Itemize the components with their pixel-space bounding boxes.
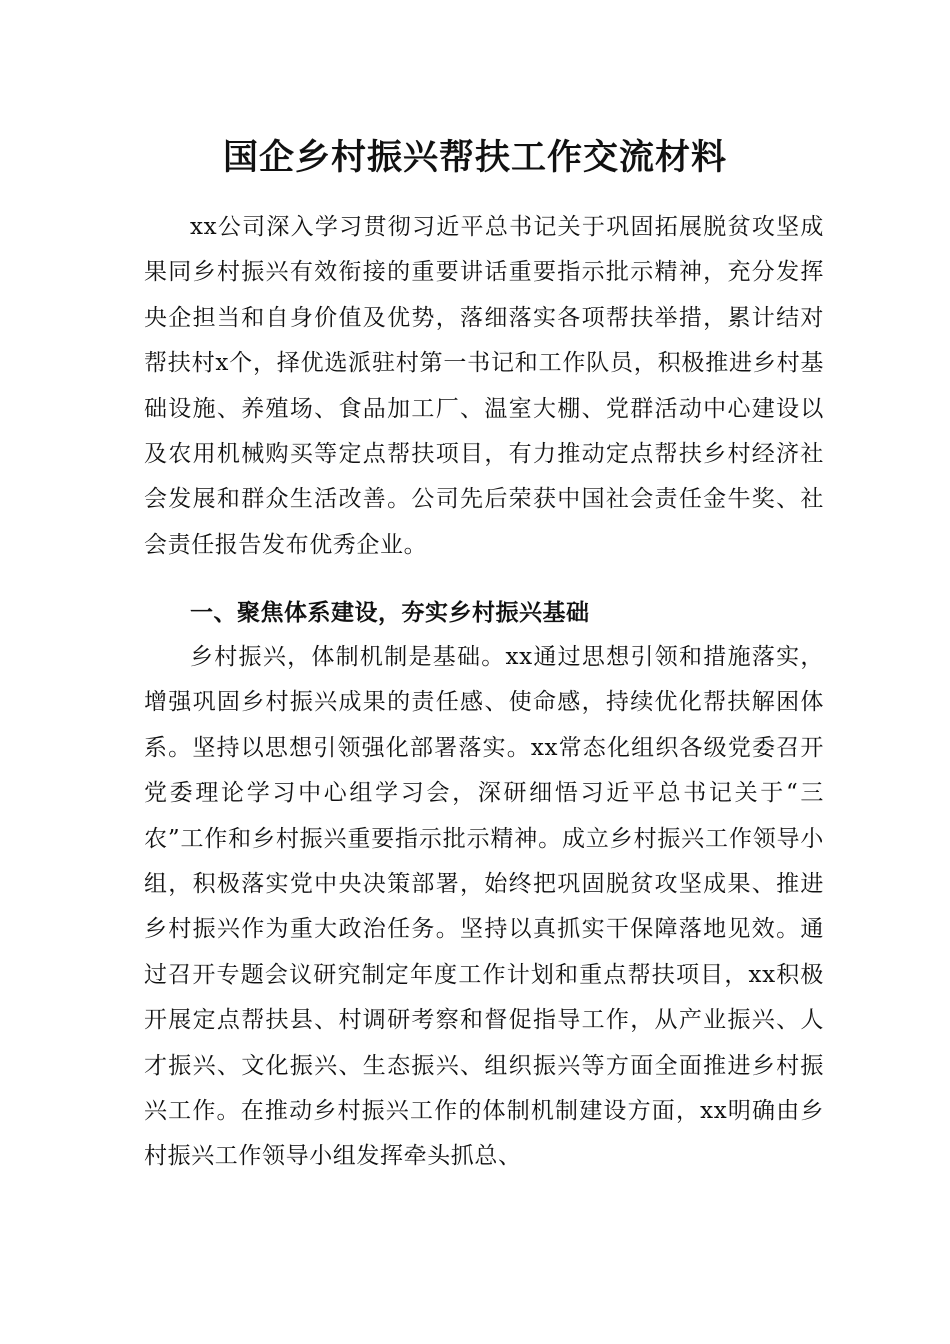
intro-paragraph-block (144, 205, 824, 568)
section-1-heading: 一、聚焦体系建设，夯实乡村振兴基础 (190, 600, 590, 626)
section-1-paragraph-block (144, 635, 824, 1180)
document-title: 国企乡村振兴帮扶工作交流材料 (222, 137, 727, 178)
section-1-paragraph: 乡村振兴，体制机制是基础。xx通过思想引领和措施落实，增强巩固乡村振兴成果的责任感、使命感，持续优化帮扶解困体系。坚持以思想引领强化部署落实。xx常态化组织各级党委召开党委理论学习中心组学习会，深研细悟习近平总书记关于“三农”工作和乡村振兴重要指示批示精神。成立乡村振兴工作领导小组，积极落实党中央决策部署，始终把巩固脱贫攻坚成果、推进乡村振兴作为重大政治任务。坚持以真抓实干保障落地见效。通过召开专题会议研究制定年度工作计划和重点帮扶项目，xx积极开展定点帮扶县、村调研考察和督促指导工作，从产业振兴、人才振兴、文化振兴、生态振兴、组织振兴等方面全面推进乡村振兴工作。在推动乡村振兴工作的体制机制建设方面，xx明确由乡村振兴工作领导小组发挥牵头抓总、 (144, 644, 824, 1170)
intro-paragraph: xx公司深入学习贯彻习近平总书记关于巩固拓展脱贫攻坚成果同乡村振兴有效衔接的重要讲话重要指示批示精神，充分发挥央企担当和自身价值及优势，落细落实各项帮扶举措，累计结对帮扶村x个，择优选派驻村第一书记和工作队员，积极推进乡村基础设施、养殖场、食品加工厂、温室大棚、党群活动中心建设以及农用机械购买等定点帮扶项目，有力推动定点帮扶乡村经济社会发展和群众生活改善。公司先后荣获中国社会责任金牛奖、社会责任报告发布优秀企业。 (144, 214, 824, 558)
